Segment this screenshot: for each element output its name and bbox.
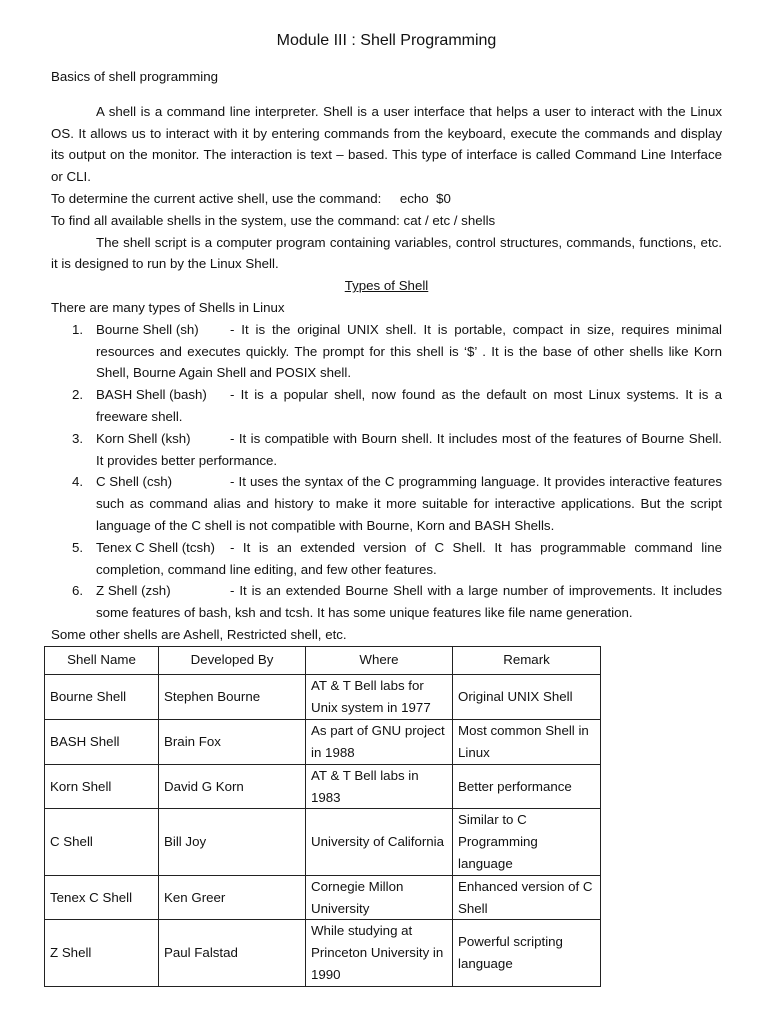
list-item [51, 428, 722, 472]
table-cell: Paul Falstad [159, 920, 306, 986]
table-row [45, 764, 601, 809]
list-item-shell-name: Korn Shell (ksh) [96, 430, 191, 446]
types-intro: There are many types of Shells in Linux [51, 299, 285, 315]
all-shells-command-line: To find all available shells in the system, use the command: cat / etc / shells [51, 212, 496, 228]
basics-heading: Basics of shell programming [51, 69, 219, 84]
column-header-developed-by: Developed By [159, 646, 306, 674]
table-cell: AT & T Bell labs for Unix system in 1977 [306, 674, 453, 719]
table-cell: Better performance [453, 764, 601, 809]
column-header-where: Where [306, 646, 453, 674]
table-cell: Bourne Shell [45, 674, 159, 719]
intro-paragraph: A shell is a command line interpreter. Shell is a user interface that helps a user to interact with the Linux OS. It allows us to interact with it by entering commands from the keyboard, execute the commands and display its output on the monitor. The interaction is text – based. This type of interface is called Command Line Interface or CLI. [51, 103, 722, 185]
list-item-shell-name: Tenex C Shell (tcsh) [96, 539, 215, 555]
list-item-number: 3. [72, 430, 84, 446]
table-cell: While studying at Princeton University in 1990 [306, 920, 453, 986]
table-row [45, 920, 601, 986]
table-cell: Korn Shell [45, 764, 159, 809]
list-item-description: - It is an extended version of C Shell. It has programmable command line completion, command line editing, and few other features. [96, 539, 722, 577]
list-item-shell-name: BASH Shell (bash) [96, 387, 207, 403]
table-cell: David G Korn [159, 764, 306, 809]
table-cell: Similar to C Programming language [453, 809, 601, 875]
list-item-shell-name: C Shell (csh) [96, 474, 173, 490]
table-cell: Original UNIX Shell [453, 674, 601, 719]
table-cell: AT & T Bell labs in 1983 [306, 764, 453, 809]
table-cell: BASH Shell [45, 719, 159, 764]
list-item-shell-name: Bourne Shell (sh) [96, 321, 199, 337]
list-item-number: 6. [72, 583, 84, 599]
table-header-row [45, 646, 601, 674]
table-cell: C Shell [45, 809, 159, 875]
list-item-number: 4. [72, 474, 84, 490]
list-item-description: - It is an extended Bourne Shell with a large number of improvements. It includes some features of bash, ksh and tcsh. It has some unique features like file name generation. [96, 583, 722, 621]
column-header-remark: Remark [453, 646, 601, 674]
current-shell-command-line: To determine the current active shell, use the command: echo $0 [51, 190, 451, 206]
column-header-shell-name: Shell Name [45, 646, 159, 674]
list-item-description: - It uses the syntax of the C programming language. It provides interactive features such as command alias and history to make it more suitable for interactive applications. But the script language of the C shell is not compatible with Bourne, Korn and BASH Shells. [96, 474, 722, 533]
table-row [45, 719, 601, 764]
shells-table [44, 646, 601, 987]
table-cell: Enhanced version of C Shell [453, 875, 601, 920]
table-row [45, 809, 601, 875]
table-cell: Ken Greer [159, 875, 306, 920]
table-cell: Tenex C Shell [45, 875, 159, 920]
other-shells-line: Some other shells are Ashell, Restricted shell, etc. [51, 626, 347, 642]
list-item-number: 5. [72, 539, 84, 555]
types-of-shell-heading: Types of Shell [344, 278, 429, 294]
page-title: Module III : Shell Programming [276, 32, 497, 49]
list-item-description: - It is a popular shell, now found as the default on most Linux systems. It is a freeware shell. [96, 387, 722, 424]
table-row [45, 875, 601, 920]
table-cell: Stephen Bourne [159, 674, 306, 719]
list-item-number: 2. [72, 387, 84, 403]
table-cell: Most common Shell in Linux [453, 719, 601, 764]
list-item [51, 580, 722, 624]
table-cell: Powerful scripting language [453, 920, 601, 986]
list-item-shell-name: Z Shell (zsh) [96, 583, 171, 599]
list-item [51, 384, 722, 428]
list-item [51, 537, 722, 581]
list-item [51, 471, 722, 536]
list-item-description: - It is the original UNIX shell. It is portable, compact in size, requires minimal resources and executes quickly. The prompt for this shell is ‘$’ . It is the base of other shells like Korn Shell, Bourne Again Shell and POSIX shell. [96, 321, 722, 381]
table-cell: Z Shell [45, 920, 159, 986]
table-cell: Brain Fox [159, 719, 306, 764]
shell-script-paragraph: The shell script is a computer program containing variables, control structures, commands, functions, etc. it is designed to run by the Linux Shell. [51, 234, 722, 272]
table-cell: Bill Joy [159, 809, 306, 875]
table-cell: Cornegie Millon University [306, 875, 453, 920]
table-cell: As part of GNU project in 1988 [306, 719, 453, 764]
table-row [45, 674, 601, 719]
table-cell: University of California [306, 809, 453, 875]
list-item [51, 319, 722, 384]
list-item-description: - It is compatible with Bourn shell. It includes most of the features of Bourne Shell. It provides better performance. [96, 430, 722, 468]
shell-types-list [51, 319, 722, 624]
list-item-number: 1. [72, 321, 84, 337]
